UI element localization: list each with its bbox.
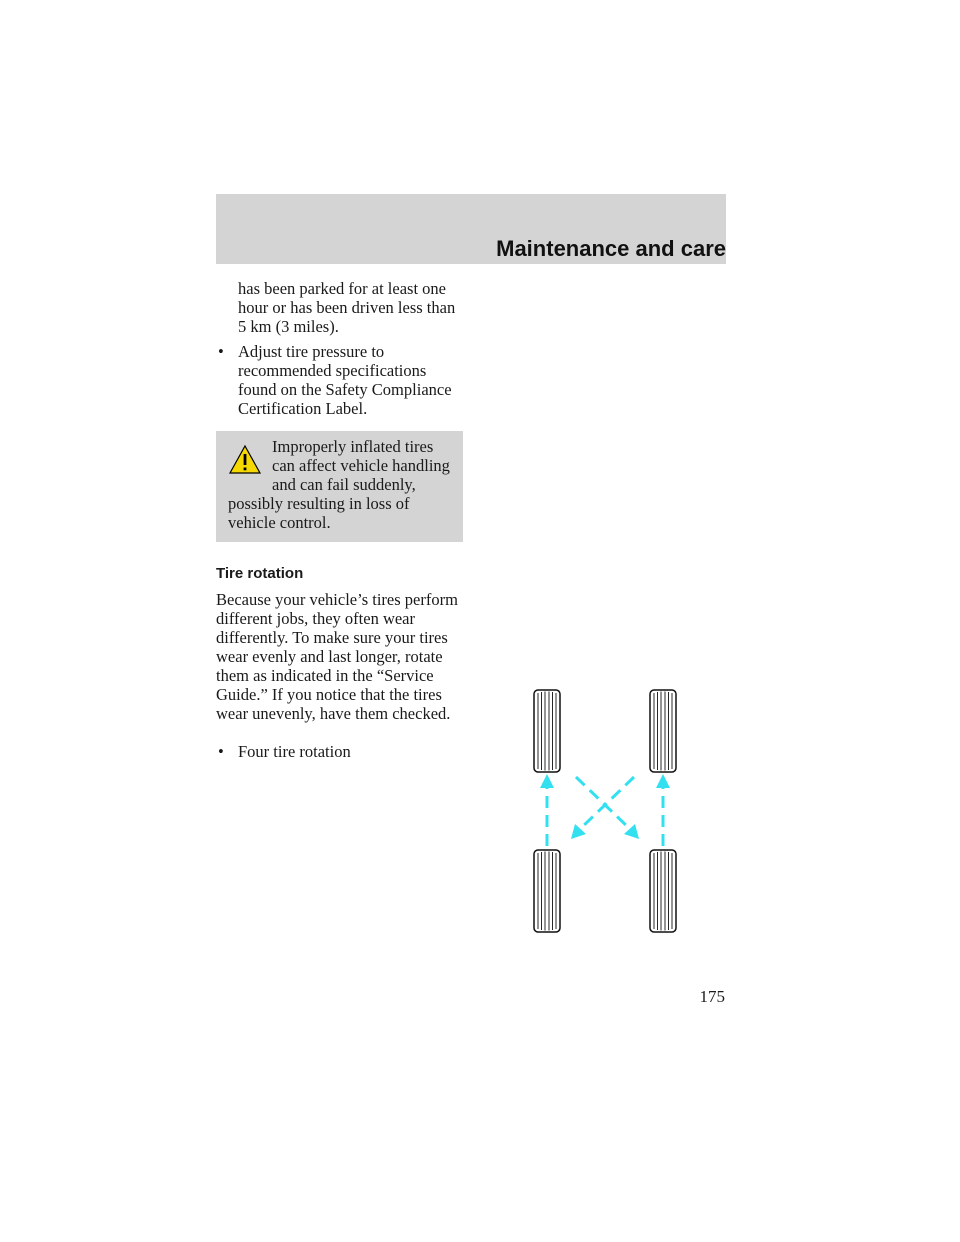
bullet-dot: • [218, 342, 224, 361]
tire-rear-left-icon [534, 850, 560, 932]
warning-box [216, 431, 463, 542]
arrow-cross-to-rear-left [580, 777, 634, 829]
section-title: Maintenance and care [496, 236, 726, 261]
arrow-cross-to-rear-right [576, 777, 630, 829]
arrowhead-right-up [656, 774, 670, 788]
arrowhead-cross-rear-right [624, 824, 639, 839]
page-number: 175 [699, 987, 725, 1006]
bullet-four-text: Four tire rotation [238, 742, 351, 761]
tire-rotation-paragraph: Because your vehicle’s tires perform different jobs, they often wear differently. To make sure your tires wear evenly and last longer, rotate them as indicated in the “Service Guide.” If you notice that the tires wear unevenly, have them checked. [216, 590, 458, 723]
tire-rear-right-icon [650, 850, 676, 932]
bullet-adjust-text: Adjust tire pressure to recommended specifications found on the Safety Compliance Certification Label. [238, 342, 452, 418]
warning-text: Improperly inflated tires can affect vehicle handling and can fail suddenly, possibly resulting in loss of vehicle control. [228, 437, 450, 532]
continuation-text: has been parked for at least one hour or has been driven less than 5 km (3 miles). [238, 279, 456, 336]
tire-front-left-icon [534, 690, 560, 772]
tire-front-right-icon [650, 690, 676, 772]
section-header-band [216, 194, 726, 264]
arrowhead-cross-rear-left [571, 824, 586, 839]
section-heading-tire-rotation: Tire rotation [216, 565, 304, 582]
arrowhead-left-up [540, 774, 554, 788]
bullet-four-tire-rotation [216, 742, 466, 761]
text-column [216, 279, 466, 761]
bullet-dot: • [218, 742, 224, 761]
bullet-adjust-pressure [216, 342, 466, 418]
tire-rotation-diagram [520, 688, 690, 933]
warning-triangle-icon [228, 443, 262, 477]
